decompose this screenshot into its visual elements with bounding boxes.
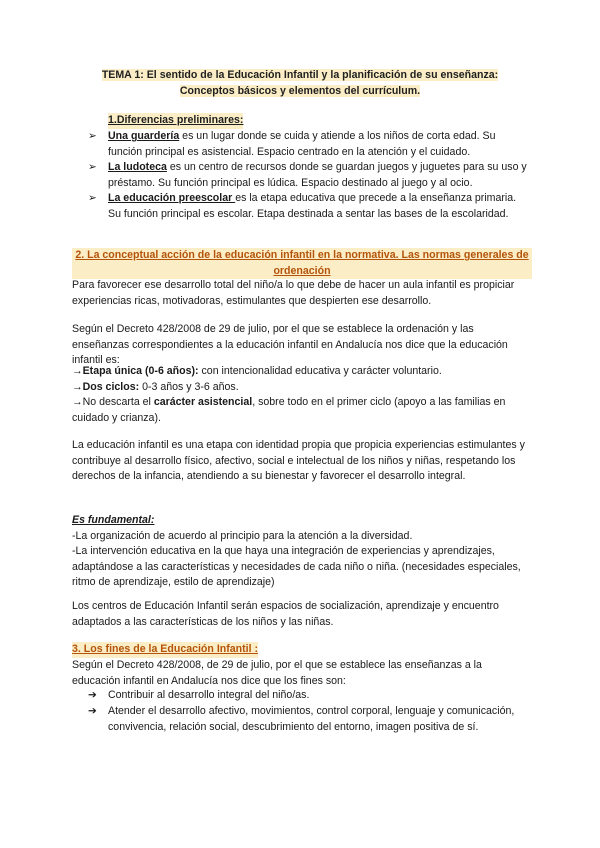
- title-line-2: Conceptos básicos y elementos del currículum.: [179, 84, 421, 97]
- paragraph: -La organización de acuerdo al principio para la atención a la diversidad.: [72, 529, 413, 542]
- arrow-bullet-icon: ➔: [88, 689, 97, 701]
- fundamental-heading: Es fundamental:: [72, 514, 155, 526]
- bullet-marker: ➢: [88, 161, 97, 173]
- list-item: [88, 129, 528, 160]
- term-preescolar-text: es la etapa educativa que precede a la enseñanza primaria. Su función principal es escolar. Etapa destinada a sentar las bases de la escolaridad.: [108, 192, 517, 220]
- paragraph: Para favorecer ese desarrollo total del niño/a lo que debe de hacer un aula infantil es propiciar experiencias ricas, motivadoras, estimulantes que despierten ese desarrollo.: [72, 279, 515, 307]
- term-ludoteca: La ludoteca: [108, 161, 167, 173]
- arrow-icon: →: [72, 365, 83, 377]
- term-guarderia-text: es un lugar donde se cuida y atiende a los niños de corta edad. Su función principal es asistencial. Espacio centrado en la atención y el cuidado.: [108, 130, 496, 158]
- list-item: ➔ Contribuir al desarrollo integral del niño/as.: [88, 688, 528, 704]
- bullet-marker: ➢: [88, 192, 97, 204]
- list-item: →No descarta el carácter asistencial, sobre todo en el primer ciclo (apoyo a las familias en cuidado y crianza).: [72, 396, 506, 424]
- list-item: →Etapa única (0-6 años): con intencionalidad educativa y carácter voluntario.: [72, 365, 442, 377]
- paragraph: Los centros de Educación Infantil serán espacios de socialización, aprendizaje y encuentro adaptados a las características de los niños y las niñas.: [72, 600, 499, 628]
- section-1-heading: 1.Diferencias preliminares:: [108, 113, 243, 129]
- section-2-heading: 2. La conceptual acción de la educación infantil en la normativa. Las normas generales de ordenación: [72, 248, 532, 279]
- paragraph: Según el Decreto 428/2008, de 29 de julio, por el que se establece las enseñanzas a la educación infantil en Andalucía nos dice que los fines son:: [72, 659, 482, 687]
- paragraph: -La intervención educativa en la que haya una integración de experiencias y aprendizajes, adaptándose a las características y necesidades de cada niño o niña. (necesidades especiales, ritmo de aprendizaje, estilo de aprendizaje): [72, 545, 521, 589]
- title-line-1: TEMA 1: El sentido de la Educación Infantil y la planificación de su enseñanza:: [101, 69, 499, 81]
- list-item: ➔ Atender el desarrollo afectivo, movimientos, control corporal, lenguaje y comunicación, convivencia, relación social, descubrimiento del entorno, imagen positiva de sí.: [88, 705, 515, 733]
- section-3-heading: 3. Los fines de la Educación Infantil :: [72, 642, 258, 658]
- arrow-bullet-icon: ➔: [88, 705, 97, 717]
- fundamental-block: [72, 513, 532, 591]
- term-guarderia: Una guardería: [108, 130, 180, 142]
- paragraph: La educación infantil es una etapa con identidad propia que propicia experiencias estimulantes y contribuye al desarrollo físico, afectivo, social e intelectual de los niños y niñas, respetando los derechos de la infancia, atendiendo a su bienestar y favorecer el desarrollo integral.: [72, 439, 525, 483]
- list-item: [88, 191, 528, 222]
- list-item: [88, 160, 528, 191]
- arrow-icon: →: [72, 396, 83, 409]
- term-preescolar: La educación preescolar: [108, 192, 236, 204]
- bullet-marker: ➢: [88, 130, 97, 142]
- document-title: [0, 68, 600, 99]
- term-ludoteca-text: es un centro de recursos donde se guardan juegos y juguetes para su uso y préstamo. Su función principal es lúdica. Espacio destinado al juego y al ocio.: [108, 161, 527, 189]
- paragraph: Según el Decreto 428/2008 de 29 de julio, por el que se establece la ordenación y las enseñanzas correspondientes a la educación infantil en Andalucía nos dice que la educación infantil es:: [72, 323, 508, 367]
- arrow-icon: →: [72, 380, 83, 393]
- list-item: →Dos ciclos: 0-3 años y 3-6 años.: [72, 380, 239, 393]
- arrow-list: [72, 364, 532, 426]
